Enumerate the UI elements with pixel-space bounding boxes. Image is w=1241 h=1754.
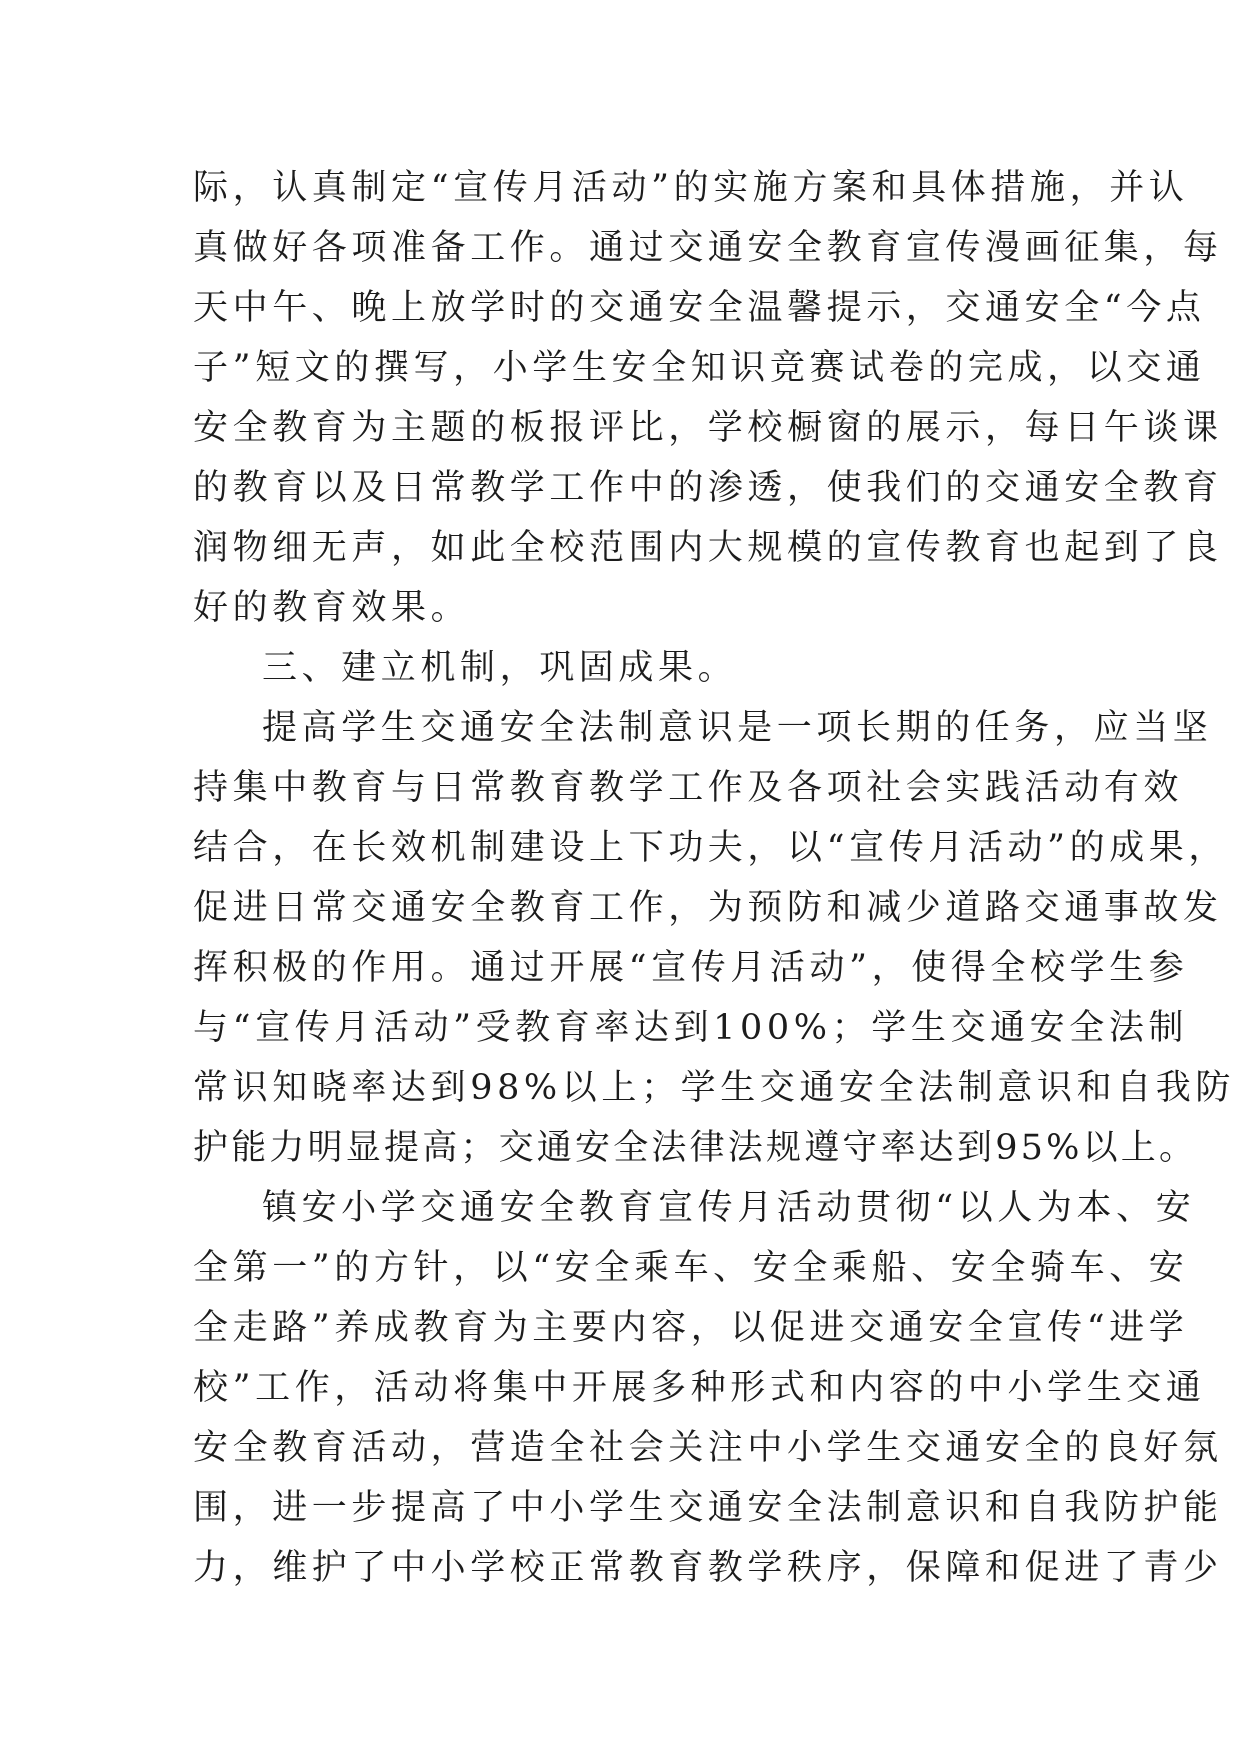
text-line: 好的教育效果。: [193, 588, 471, 628]
text-line: 结合，在长效机制建设上下功夫，以“宣传月活动”的成果，: [193, 828, 1228, 868]
text-line: 润物细无声，如此全校范围内大规模的宣传教育也起到了良: [193, 528, 1223, 568]
text-line: 挥积极的作用。通过开展“宣传月活动”，使得全校学生参: [193, 948, 1189, 988]
paragraph-first-line: 三、建立机制，巩固成果。: [262, 648, 738, 688]
text-line: 与“宣传月活动”受教育率达到100%；学生交通安全法制: [193, 1008, 1189, 1048]
paragraph-first-line: 镇安小学交通安全教育宣传月活动贯彻“以人为本、安: [262, 1188, 1196, 1228]
text-line: 天中午、晚上放学时的交通安全温馨提示，交通安全“今点: [193, 288, 1206, 328]
text-line: 常识知晓率达到98%以上；学生交通安全法制意识和自我防: [193, 1068, 1235, 1108]
text-line: 力，维护了中小学校正常教育教学秩序，保障和促进了青少: [193, 1548, 1223, 1588]
body-text: [193, 158, 1235, 1598]
paragraph-first-line: 提高学生交通安全法制意识是一项长期的任务，应当坚: [262, 708, 1213, 748]
text-line: 促进日常交通安全教育工作，为预防和减少道路交通事故发: [193, 888, 1223, 928]
text-line: 子”短文的撰写，小学生安全知识竞赛试卷的完成，以交通: [193, 348, 1206, 388]
text-line: 安全教育活动，营造全社会关注中小学生交通安全的良好氛: [193, 1428, 1223, 1468]
text-line: 护能力明显提高；交通安全法律法规遵守率达到95%以上。: [193, 1128, 1198, 1168]
text-line: 真做好各项准备工作。通过交通安全教育宣传漫画征集，每: [193, 228, 1223, 268]
text-line: 的教育以及日常教学工作中的渗透，使我们的交通安全教育: [193, 468, 1223, 508]
text-line: 际，认真制定“宣传月活动”的实施方案和具体措施，并认: [193, 168, 1189, 208]
text-line: 围，进一步提高了中小学生交通安全法制意识和自我防护能: [193, 1488, 1223, 1528]
text-line: 全第一”的方针，以“安全乘车、安全乘船、安全骑车、安: [193, 1248, 1189, 1288]
text-line: 全走路”养成教育为主要内容，以促进交通安全宣传“进学: [193, 1308, 1189, 1348]
text-line: 持集中教育与日常教育教学工作及各项社会实践活动有效: [193, 768, 1184, 808]
text-line: 校”工作，活动将集中开展多种形式和内容的中小学生交通: [193, 1368, 1206, 1408]
text-line: 安全教育为主题的板报评比，学校橱窗的展示，每日午谈课: [193, 408, 1223, 448]
